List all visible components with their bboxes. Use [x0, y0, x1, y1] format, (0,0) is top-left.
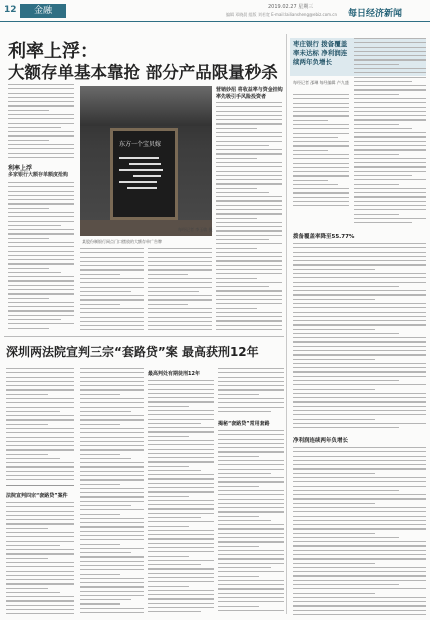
- feature-body-3a: [218, 368, 284, 414]
- lead-right-body: [216, 102, 282, 330]
- lead-headline-line2: 大额存单基本靠抢 部分产品限量秒杀: [8, 63, 278, 82]
- column-divider: [286, 34, 287, 614]
- lead-sidebar-title: 利率上浮: [8, 165, 33, 172]
- photo-light: [80, 86, 212, 126]
- date-line: 2019.02.27 星期三: [268, 4, 314, 10]
- feature-subhead-2: 揭秘“套路贷”常用套路: [218, 421, 270, 427]
- right-body-2: [293, 447, 426, 615]
- photo-caption: 某股份制银行网点门口摆放的大额存单广告牌: [82, 239, 162, 244]
- feature-rule: [4, 336, 284, 337]
- lead-left-body: [8, 182, 74, 330]
- lead-sidebar-subtitle: 多家银行大额存单额度抢购: [8, 172, 69, 178]
- right-headline: 枣庄银行 拨备覆盖率未达标 净利润连续两年负增长: [293, 40, 348, 66]
- lead-right-subhead-2: 率先吸引手风险投资者: [216, 94, 267, 100]
- header-rule: [0, 21, 430, 22]
- right-subhead-1: 拨备覆盖率降至55.77%: [293, 234, 355, 240]
- lead-headline-line1: 利率上浮：: [8, 41, 98, 62]
- chalk-scribbles: [119, 153, 171, 209]
- lead-right-subhead: 营销妙招 将收益率与资金挂钩: [216, 87, 283, 93]
- feature-subhead-1: 最高判处有期徒刑12年: [148, 371, 200, 377]
- right-text-col2: [354, 38, 426, 224]
- feature-headline: 深圳两法院宣判三宗“套路贷”案 最高获刑12年: [6, 345, 259, 359]
- feature-body-1: [80, 368, 144, 614]
- chalkboard: [110, 128, 178, 220]
- right-byline: 每经记者 邵琳 每经编辑 卢九盛: [293, 80, 349, 85]
- lead-mid-body: [80, 248, 144, 330]
- feature-body-2: [148, 380, 214, 614]
- page-header: [0, 0, 430, 22]
- lead-intro-text: [8, 84, 74, 158]
- feature-box-body: [6, 502, 74, 614]
- lead-mid-body-2: [148, 248, 212, 330]
- right-body-1: [293, 243, 426, 431]
- right-subhead-2: 净利润连续两年负增长: [293, 438, 349, 444]
- right-intro-text: [293, 94, 349, 206]
- feature-body-3: [218, 430, 284, 614]
- editors-line: 编辑 邓晓晨 组版 刘若宽 E-mail:lailiansheng@ebiz.com.cn: [226, 12, 338, 17]
- masthead: 每日经济新闻: [348, 9, 403, 19]
- lead-photo: [80, 86, 212, 236]
- photo-credit: 每经记者 李玉敏 摄: [178, 227, 213, 232]
- feature-box-rule: [6, 485, 74, 486]
- chalkboard-text: 东方一个宝贝嫁: [119, 141, 162, 148]
- page-number: 12: [4, 5, 17, 15]
- feature-box-title: 法院宣判四宗“套路贷”案件: [6, 493, 68, 499]
- feature-intro: [6, 368, 74, 480]
- section-tab: 金融: [20, 4, 66, 18]
